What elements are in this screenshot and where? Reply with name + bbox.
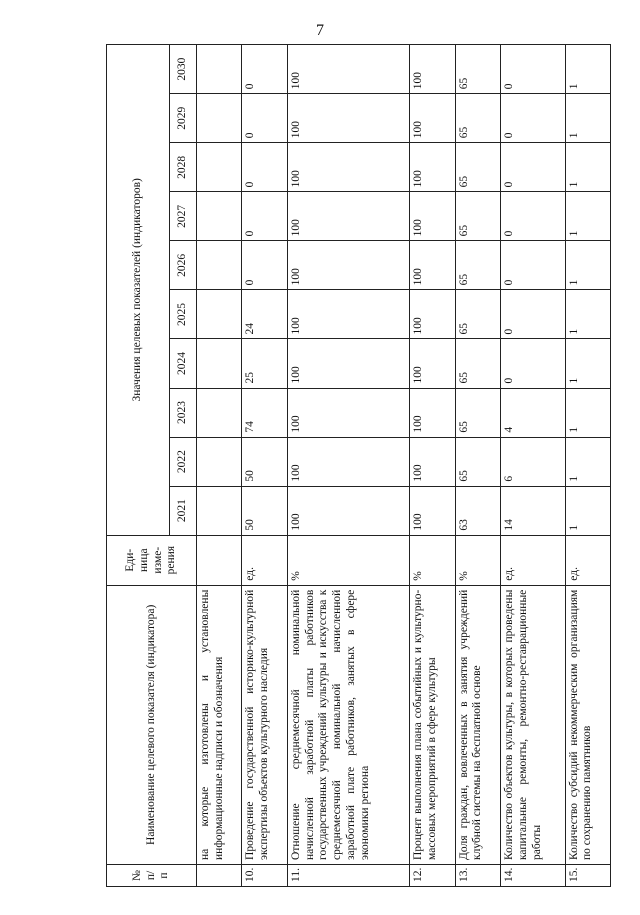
value-cell — [197, 437, 242, 486]
row-number: 13. — [455, 864, 500, 886]
indicator-name: Отношение среднемесячной номинальной начисленной заработной платы работников государственных учреждений культуры и искусства к среднемесячной номинальной начисленной заработной плате работников, занятых в сфере экономики региона — [287, 585, 409, 864]
value-cell — [197, 290, 242, 339]
value-cell: 0 — [242, 143, 287, 192]
value-cell — [197, 241, 242, 290]
value-cell: 1 — [565, 45, 610, 94]
unit-cell: ед. — [500, 535, 565, 585]
value-cell: 65 — [455, 290, 500, 339]
year-header: 2026 — [170, 241, 197, 290]
value-cell: 65 — [455, 45, 500, 94]
value-cell: 100 — [410, 143, 455, 192]
indicator-name: Количество объектов культуры, в которых проведены капитальные ремонты, ремонтно-реставрационные работы — [500, 585, 565, 864]
value-cell: 100 — [410, 388, 455, 437]
indicator-name: Количество субсидий некоммерческим организациям по сохранению памятников — [565, 585, 610, 864]
table-row — [410, 45, 455, 887]
value-cell: 100 — [287, 290, 409, 339]
unit-cell: % — [287, 535, 409, 585]
value-cell: 100 — [287, 339, 409, 388]
value-cell: 1 — [565, 339, 610, 388]
value-cell: 4 — [500, 388, 565, 437]
header-num: № п/п — [107, 864, 197, 886]
value-cell — [197, 486, 242, 535]
value-cell: 1 — [565, 143, 610, 192]
value-cell: 14 — [500, 486, 565, 535]
table-row — [565, 45, 610, 887]
year-header: 2022 — [170, 437, 197, 486]
table-body — [197, 45, 611, 887]
value-cell: 100 — [410, 486, 455, 535]
value-cell: 100 — [410, 437, 455, 486]
row-number: 14. — [500, 864, 565, 886]
table-row — [287, 45, 409, 887]
header-unit: Еди- ница изме- рения — [107, 535, 197, 585]
value-cell: 1 — [565, 241, 610, 290]
year-header: 2030 — [170, 45, 197, 94]
value-cell: 0 — [500, 339, 565, 388]
value-cell: 65 — [455, 94, 500, 143]
year-header: 2028 — [170, 143, 197, 192]
indicators-table — [106, 44, 611, 887]
value-cell — [197, 192, 242, 241]
year-header: 2029 — [170, 94, 197, 143]
unit-cell: % — [455, 535, 500, 585]
table-row — [242, 45, 287, 887]
indicator-name: Проведение государственной историко-культурной экспертизы объектов культурного наследия — [242, 585, 287, 864]
row-number: 12. — [410, 864, 455, 886]
header-values-group: Значения целевых показателей (индикаторов) — [107, 45, 170, 536]
value-cell: 0 — [242, 192, 287, 241]
rotated-table-container — [106, 44, 611, 887]
value-cell: 65 — [455, 437, 500, 486]
table-row — [455, 45, 500, 887]
year-header: 2025 — [170, 290, 197, 339]
value-cell: 0 — [500, 45, 565, 94]
row-number — [197, 864, 242, 886]
value-cell: 50 — [242, 437, 287, 486]
year-header: 2023 — [170, 388, 197, 437]
year-header: 2024 — [170, 339, 197, 388]
row-number: 11. — [287, 864, 409, 886]
year-header: 2027 — [170, 192, 197, 241]
value-cell: 0 — [500, 192, 565, 241]
header-name: Наименование целевого показателя (индикатора) — [107, 585, 197, 864]
value-cell: 63 — [455, 486, 500, 535]
value-cell: 65 — [455, 143, 500, 192]
unit-cell: ед. — [565, 535, 610, 585]
value-cell: 24 — [242, 290, 287, 339]
value-cell: 100 — [287, 192, 409, 241]
value-cell: 100 — [287, 45, 409, 94]
row-number: 15. — [565, 864, 610, 886]
table-row — [500, 45, 565, 887]
value-cell: 0 — [500, 241, 565, 290]
value-cell: 100 — [287, 437, 409, 486]
value-cell — [197, 45, 242, 94]
value-cell: 100 — [287, 94, 409, 143]
value-cell: 1 — [565, 437, 610, 486]
value-cell: 0 — [242, 241, 287, 290]
value-cell: 0 — [500, 94, 565, 143]
value-cell: 0 — [500, 143, 565, 192]
value-cell: 0 — [242, 45, 287, 94]
value-cell: 65 — [455, 192, 500, 241]
value-cell: 65 — [455, 241, 500, 290]
value-cell: 1 — [565, 192, 610, 241]
value-cell — [197, 94, 242, 143]
value-cell: 100 — [410, 192, 455, 241]
value-cell: 1 — [565, 290, 610, 339]
value-cell — [197, 388, 242, 437]
value-cell: 100 — [287, 486, 409, 535]
value-cell — [197, 339, 242, 388]
value-cell: 100 — [287, 241, 409, 290]
table-row — [197, 45, 242, 887]
value-cell: 25 — [242, 339, 287, 388]
unit-cell: % — [410, 535, 455, 585]
indicator-name: на которые изготовлены и установлены информационные надписи и обозначения — [197, 585, 242, 864]
header-row — [107, 45, 170, 887]
value-cell — [197, 143, 242, 192]
value-cell: 65 — [455, 339, 500, 388]
value-cell: 100 — [287, 143, 409, 192]
value-cell: 1 — [565, 94, 610, 143]
value-cell: 100 — [410, 45, 455, 94]
value-cell: 100 — [410, 241, 455, 290]
value-cell: 50 — [242, 486, 287, 535]
indicator-name: Процент выполнения плана событийных и культурно-массовых мероприятий в сфере культуры — [410, 585, 455, 864]
value-cell: 1 — [565, 388, 610, 437]
value-cell: 0 — [242, 94, 287, 143]
value-cell: 74 — [242, 388, 287, 437]
row-number: 10. — [242, 864, 287, 886]
unit-cell: ед. — [242, 535, 287, 585]
value-cell: 100 — [410, 339, 455, 388]
unit-cell — [197, 535, 242, 585]
year-header: 2021 — [170, 486, 197, 535]
value-cell: 100 — [287, 388, 409, 437]
table-wrapper — [106, 44, 611, 887]
value-cell: 1 — [565, 486, 610, 535]
value-cell: 65 — [455, 388, 500, 437]
value-cell: 6 — [500, 437, 565, 486]
value-cell: 100 — [410, 290, 455, 339]
indicator-name: Доля граждан, вовлеченных в занятия учреждений клубной системы на бесплатной основе — [455, 585, 500, 864]
value-cell: 0 — [500, 290, 565, 339]
page-number: 7 — [316, 22, 324, 39]
value-cell: 100 — [410, 94, 455, 143]
